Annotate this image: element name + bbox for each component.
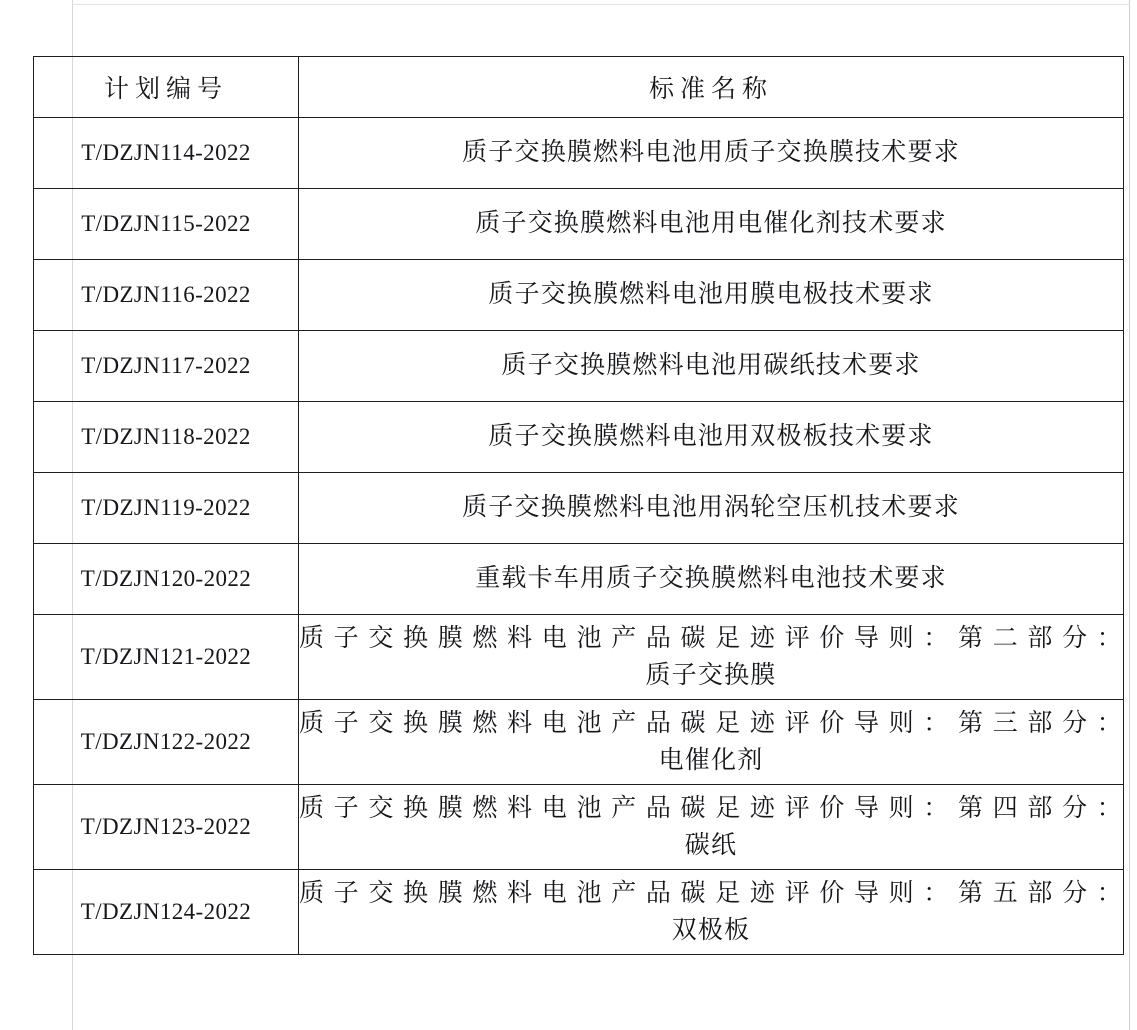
- cell-standard-name: [299, 870, 1124, 955]
- cell-standard-name: [299, 473, 1124, 544]
- cell-standard-name: [299, 331, 1124, 402]
- table-row: [34, 473, 1124, 544]
- table-body: [34, 118, 1124, 955]
- table-row: [34, 331, 1124, 402]
- standard-name-line-1: 质子交换膜燃料电池用碳纸技术要求: [501, 352, 921, 380]
- standard-name-line-1: 质子交换膜燃料电池用质子交换膜技术要求: [462, 139, 960, 167]
- table-row: [34, 118, 1124, 189]
- cell-standard-name: [299, 189, 1124, 260]
- cell-plan-number: T/DZJN114-2022: [34, 118, 299, 189]
- standards-table: [33, 56, 1124, 955]
- cell-plan-number: T/DZJN122-2022: [34, 700, 299, 785]
- table-row: [34, 785, 1124, 870]
- standard-name-line-1: 质子交换膜燃料电池用电催化剂技术要求: [475, 210, 947, 238]
- standard-name-line-2: 双极板: [671, 917, 751, 944]
- standard-name-line-1: 质子交换膜燃料电池用双极板技术要求: [488, 423, 934, 451]
- page-edge-top-line: [72, 4, 1130, 5]
- column-header-standard-name: 标准名称: [299, 57, 1124, 118]
- cell-plan-number: T/DZJN115-2022: [34, 189, 299, 260]
- cell-plan-number: T/DZJN118-2022: [34, 402, 299, 473]
- cell-standard-name: [299, 615, 1124, 700]
- cell-plan-number: T/DZJN123-2022: [34, 785, 299, 870]
- cell-plan-number: T/DZJN120-2022: [34, 544, 299, 615]
- cell-standard-name: [299, 700, 1124, 785]
- standard-name-line-1: 质子交换膜燃料电池用膜电极技术要求: [488, 281, 934, 309]
- table-row: [34, 615, 1124, 700]
- standard-name-line-1: 质子交换膜燃料电池产品碳足迹评价导则：第四部分：: [299, 794, 1123, 822]
- table-header: [34, 57, 1124, 118]
- standard-name-line-1: 质子交换膜燃料电池产品碳足迹评价导则：第三部分：: [299, 709, 1123, 737]
- table-row: [34, 402, 1124, 473]
- table-row: [34, 189, 1124, 260]
- cell-standard-name: [299, 402, 1124, 473]
- table-row: [34, 700, 1124, 785]
- standards-table-container: [33, 56, 1123, 955]
- table-row: [34, 260, 1124, 331]
- standard-name-line-1: 质子交换膜燃料电池用涡轮空压机技术要求: [462, 494, 960, 522]
- cell-plan-number: T/DZJN119-2022: [34, 473, 299, 544]
- table-header-row: [34, 57, 1124, 118]
- standard-name-line-1: 质子交换膜燃料电池产品碳足迹评价导则：第二部分：: [299, 624, 1123, 652]
- cell-standard-name: [299, 118, 1124, 189]
- table-row: [34, 544, 1124, 615]
- cell-plan-number: T/DZJN116-2022: [34, 260, 299, 331]
- cell-standard-name: [299, 785, 1124, 870]
- cell-plan-number: T/DZJN121-2022: [34, 615, 299, 700]
- cell-plan-number: T/DZJN124-2022: [34, 870, 299, 955]
- standard-name-line-1: 质子交换膜燃料电池产品碳足迹评价导则：第五部分：: [299, 879, 1123, 907]
- standard-name-line-2: 电催化剂: [658, 747, 764, 774]
- column-header-plan-number: 计划编号: [34, 57, 299, 118]
- page-edge-right-line: [1129, 0, 1130, 1030]
- cell-standard-name: [299, 260, 1124, 331]
- cell-standard-name: [299, 544, 1124, 615]
- standard-name-line-2: 碳纸: [684, 832, 738, 859]
- table-row: [34, 870, 1124, 955]
- standard-name-line-2: 质子交换膜: [645, 662, 777, 689]
- cell-plan-number: T/DZJN117-2022: [34, 331, 299, 402]
- standard-name-line-1: 重载卡车用质子交换膜燃料电池技术要求: [475, 565, 947, 593]
